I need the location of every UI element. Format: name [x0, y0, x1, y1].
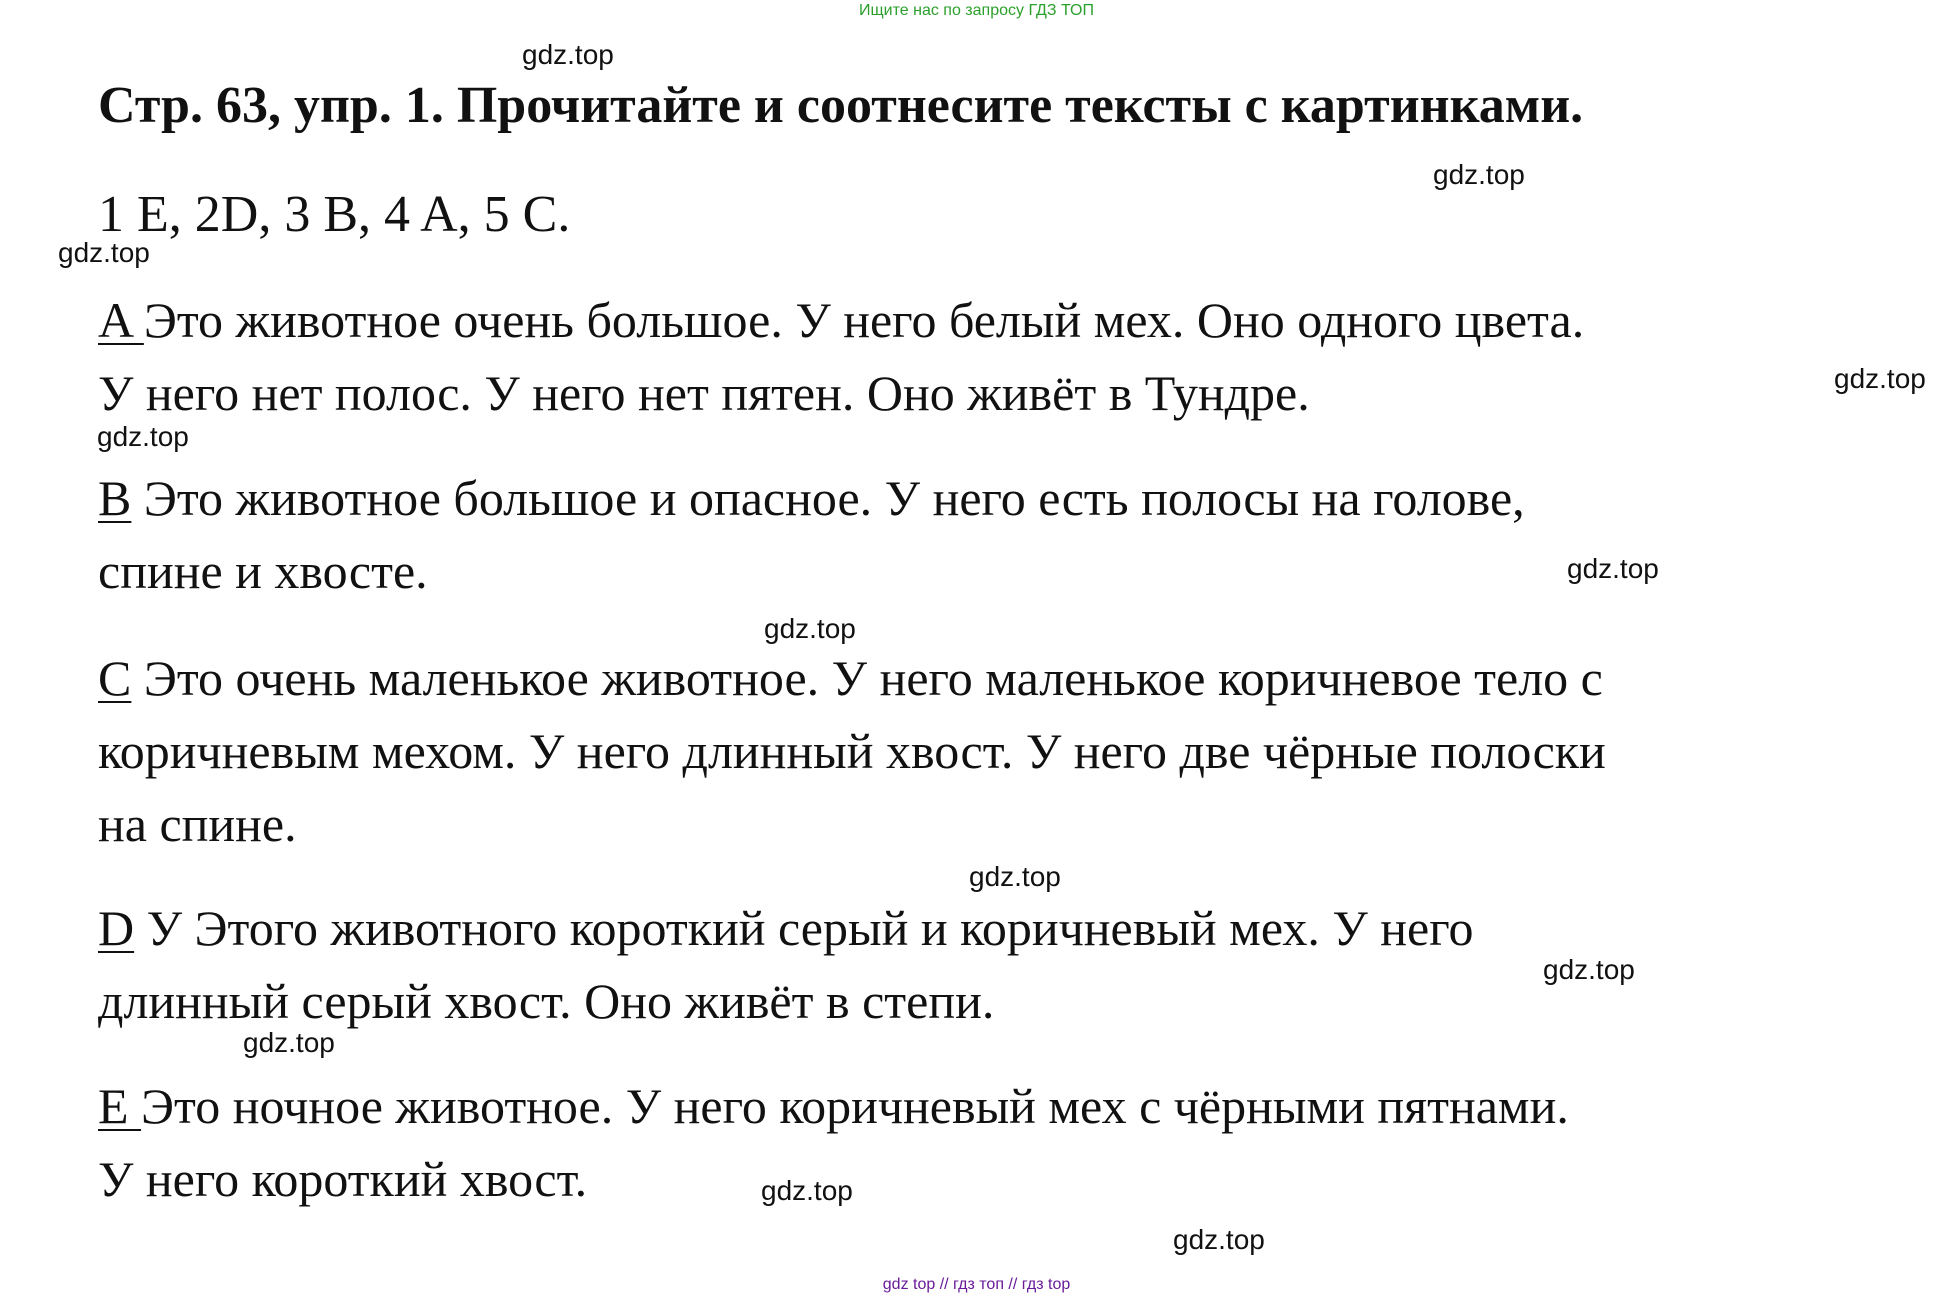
watermark: gdz.top — [1543, 954, 1635, 985]
watermark: gdz.top — [58, 237, 150, 268]
watermark: gdz.top — [1567, 553, 1659, 584]
watermark: gdz.top — [243, 1027, 335, 1058]
answer-key: 1 E, 2D, 3 B, 4 A, 5 C. — [98, 186, 571, 243]
paragraph-letter: E — [98, 1078, 142, 1134]
watermark: gdz.top — [97, 421, 189, 452]
watermark: gdz.top — [1173, 1224, 1265, 1255]
watermark: gdz.top — [1834, 363, 1926, 394]
paragraph-a — [98, 284, 1898, 430]
page-title: Стр. 63, упр. 1. Прочитайте и соотнесите тексты с картинками. — [98, 77, 1584, 134]
paragraph-text: длинный серый хвост. Оно живёт в степи. — [98, 973, 995, 1029]
paragraph-b — [98, 462, 1898, 608]
watermark: gdz.top — [969, 861, 1061, 892]
paragraph-text: У Этого животного короткий серый и коричневый мех. У него — [134, 900, 1474, 956]
paragraph-text: на спине. — [98, 796, 297, 852]
paragraph-e — [98, 1070, 1898, 1216]
watermark: gdz.top — [1433, 159, 1525, 190]
paragraph-text: У него короткий хвост. — [98, 1151, 588, 1207]
footer-links: gdz top // гдз топ // гдз top — [882, 1276, 1071, 1293]
watermark: gdz.top — [522, 39, 614, 70]
paragraph-c — [98, 642, 1898, 861]
paragraph-text: коричневым мехом. У него длинный хвост. У него две чёрные полоски — [98, 723, 1606, 779]
paragraph-letter: A — [98, 292, 144, 348]
paragraph-letter: B — [98, 470, 132, 526]
paragraph-text: Это очень маленькое животное. У него маленькое коричневое тело с — [131, 650, 1603, 706]
paragraph-text: спине и хвосте. — [98, 543, 428, 599]
paragraph-text: Это животное большое и опасное. У него есть полосы на голове, — [131, 470, 1525, 526]
watermark: gdz.top — [764, 613, 856, 644]
paragraph-text: Это животное очень большое. У него белый мех. Оно одного цвета. — [143, 292, 1585, 348]
paragraph-letter: D — [98, 900, 135, 956]
paragraph-text: У него нет полос. У него нет пятен. Оно живёт в Тундре. — [98, 365, 1310, 421]
paragraph-text: Это ночное животное. У него коричневый мех с чёрными пятнами. — [141, 1078, 1569, 1134]
paragraph-letter: C — [98, 650, 132, 706]
top-banner: Ищите нас по запросу ГДЗ ТОП — [859, 2, 1094, 19]
watermark: gdz.top — [761, 1175, 853, 1206]
